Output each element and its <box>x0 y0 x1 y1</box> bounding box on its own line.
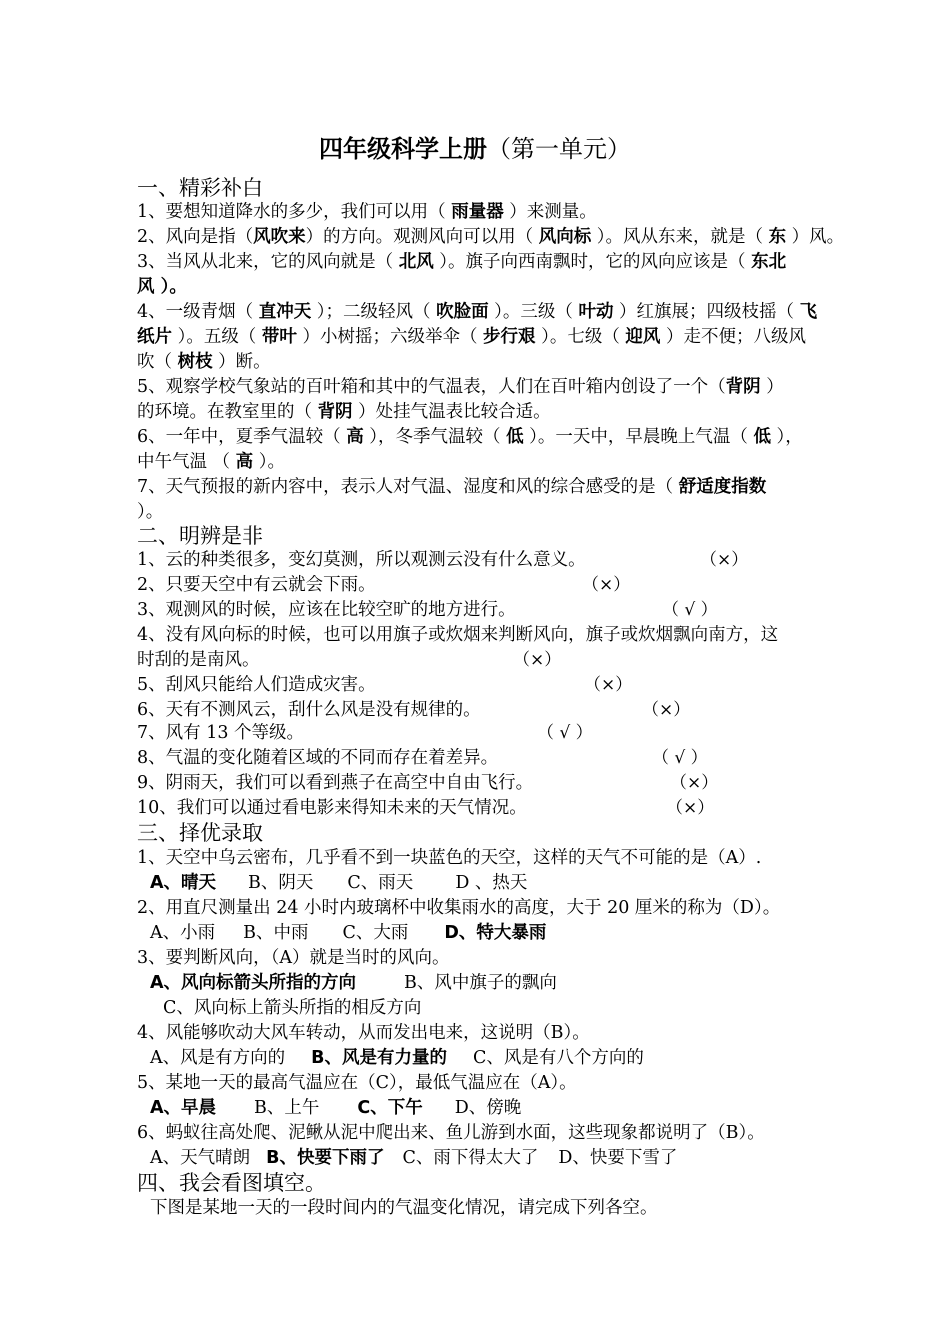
answer: 吹脸面 <box>436 302 489 322</box>
option: B、上午 <box>254 1098 320 1118</box>
page-title <box>0 133 950 165</box>
option-correct: C、下午 <box>357 1098 423 1118</box>
section-1-heading: 一、精彩补白 <box>137 176 263 200</box>
tf-mark-7: （ √ ） <box>537 723 593 743</box>
option: A、风是有方向的 <box>150 1048 286 1068</box>
mc-question-5: 5、某地一天的最高气温应在（C），最低气温应在（A）。 <box>137 1073 577 1093</box>
mc-question-6: 6、蚂蚁往高处爬、泥鳅从泥中爬出来、鱼儿游到水面，这些现象都说明了（B）。 <box>137 1123 765 1143</box>
answer: 飞 <box>799 302 818 322</box>
mc-options-6 <box>150 1146 677 1171</box>
tf-mark-4: （×） <box>513 650 562 670</box>
s1-question-4-line-3: 吹（ 树枝 ）断。 <box>137 352 271 372</box>
option: D 、热天 <box>455 873 528 893</box>
tf-mark-10: （×） <box>666 798 715 818</box>
tf-item-10: 10、我们可以通过看电影来得知未来的天气情况。 <box>137 798 527 818</box>
answer: 纸片 <box>137 327 172 347</box>
option: A、小雨 <box>150 923 216 943</box>
s1-question-3-line-1: 3、当风从北来，它的风向就是（ 北风 ）。旗子向西南飘时，它的风向应该是（ 东北 <box>137 252 787 272</box>
option-correct: A、风向标箭头所指的方向 <box>150 973 357 993</box>
option: C、大雨 <box>342 923 409 943</box>
s1-question-1: 1、要想知道降水的多少，我们可以用（ 雨量器 ）来测量。 <box>137 202 597 222</box>
option: C、雨下得太大了 <box>402 1148 539 1168</box>
option: C、风是有八个方向的 <box>472 1048 644 1068</box>
answer: 迎风 <box>625 327 661 347</box>
tf-item-8: 8、气温的变化随着区域的不同而存在着差异。 <box>137 748 499 768</box>
tf-mark-5: （×） <box>584 675 633 695</box>
tf-item-2: 2、只要天空中有云就会下雨。 <box>137 575 376 595</box>
tf-item-4-line-1: 4、没有风向标的时候，也可以用旗子或炊烟来判断风向，旗子或炊烟飘向南方，这 <box>137 625 779 645</box>
s1-question-7-line-1: 7、天气预报的新内容中，表示人对气温、湿度和风的综合感受的是（ 舒适度指数 <box>137 477 767 497</box>
mc-question-3: 3、要判断风向，（A）就是当时的风向。 <box>137 948 450 968</box>
answer: 风向标 <box>538 227 592 247</box>
answer: 舒适度指数 <box>678 477 767 497</box>
mc-options-3-line-1 <box>150 971 557 996</box>
answer: 低 <box>753 427 771 447</box>
mc-options-2 <box>150 921 546 946</box>
tf-item-4-line-2: 时刮的是南风。 <box>137 650 260 670</box>
answer: 步行艰 <box>483 327 536 347</box>
s1-question-6-line-2: 中午气温 （ 高 ）。 <box>137 452 285 472</box>
option: B、阴天 <box>248 873 314 893</box>
mc-question-4: 4、风能够吹动大风车转动，从而发出电来，这说明（B）。 <box>137 1023 590 1043</box>
option: B、风中旗子的飘向 <box>404 973 557 993</box>
s1-question-5-line-2: 的环境。在教室里的（ 背阴 ）处挂气温表比较合适。 <box>137 402 551 422</box>
s1-question-5-line-1: 5、观察学校气象站的百叶箱和其中的气温表，人们在百叶箱内创设了一个（背阴 ） <box>137 377 784 397</box>
mc-options-5 <box>150 1096 521 1121</box>
answer: 背阴 <box>317 402 353 422</box>
s1-question-3-line-2: 风 ）。 <box>137 277 187 297</box>
answer: 叶动 <box>578 302 614 322</box>
section-4-heading: 四、我会看图填空。 <box>137 1171 326 1195</box>
mc-options-4 <box>150 1046 644 1071</box>
s1-question-4-line-2: 纸片 ）。五级（ 带叶 ）小树摇；六级举伞（ 步行艰 ）。七级（ 迎风 ）走不便；八级风 <box>137 327 806 347</box>
tf-item-7: 7、风有 13 个等级。 <box>137 723 305 743</box>
option: B、中雨 <box>243 923 309 943</box>
answer: 东 <box>768 227 787 247</box>
option: D、快要下雪了 <box>558 1148 678 1168</box>
answer: 东北 <box>751 252 787 272</box>
tf-item-9: 9、阴雨天，我们可以看到燕子在高空中自由飞行。 <box>137 773 534 793</box>
tf-mark-3: （ √ ） <box>662 600 718 620</box>
answer: 雨量器 <box>451 202 504 222</box>
title-sub: （第一单元） <box>487 135 631 163</box>
s1-question-7-line-2: ）。 <box>137 502 164 522</box>
answer: 风 <box>137 277 155 297</box>
option: C、雨天 <box>347 873 414 893</box>
s1-question-6-line-1: 6、一年中，夏季气温较（ 高 ），冬季气温较（ 低 ）。一天中，早晨晚上气温（ 低 ）， <box>137 427 803 447</box>
mc-options-3-line-2: C、风向标上箭头所指的相反方向 <box>163 998 422 1018</box>
tf-mark-9: （×） <box>670 773 719 793</box>
answer: 高 <box>235 452 254 472</box>
tf-mark-6: （×） <box>642 700 691 720</box>
tf-item-3: 3、观测风的时候，应该在比较空旷的地方进行。 <box>137 600 516 620</box>
option: A、天气晴朗 <box>150 1148 251 1168</box>
option-correct: D、特大暴雨 <box>444 923 547 943</box>
s1-question-2: 2、风向是指（风吹来）的方向。观测风向可以用（ 风向标 ）。风从东来，就是（ 东 ）风。 <box>137 227 845 247</box>
tf-mark-2: （×） <box>582 575 631 595</box>
tf-mark-1: （×） <box>700 550 749 570</box>
section-3-heading: 三、择优录取 <box>137 821 263 845</box>
tf-item-1: 1、云的种类很多，变幻莫测，所以观测云没有什么意义。 <box>137 550 586 570</box>
option: D、傍晚 <box>454 1098 522 1118</box>
answer: 风吹来 <box>253 227 306 247</box>
title-main: 四年级科学上册 <box>319 134 487 163</box>
option-correct: A、早晨 <box>150 1098 217 1118</box>
answer: 树枝 <box>177 352 213 372</box>
option-correct: B、风是有力量的 <box>311 1048 447 1068</box>
section-2-heading: 二、明辨是非 <box>137 524 263 548</box>
tf-item-5: 5、刮风只能给人们造成灾害。 <box>137 675 376 695</box>
answer: 低 <box>506 427 524 447</box>
option-correct: A、晴天 <box>150 873 217 893</box>
answer: 直冲天 <box>258 302 312 322</box>
s1-question-4-line-1: 4、一级青烟（ 直冲天 ）；二级轻风（ 吹脸面 ）。三级（ 叶动 ）红旗展；四级枝摇（ 飞 <box>137 302 818 322</box>
mc-options-1 <box>150 871 527 896</box>
answer: 背阴 <box>725 377 761 397</box>
mc-question-1: 1、天空中乌云密布，几乎看不到一块蓝色的天空，这样的天气不可能的是（A）. <box>137 848 762 868</box>
tf-mark-8: （ √ ） <box>652 748 708 768</box>
answer: 北风 <box>398 252 434 272</box>
answer: 带叶 <box>261 327 297 347</box>
section-4-intro: 下图是某地一天的一段时间内的气温变化情况，请完成下列各空。 <box>150 1198 658 1218</box>
tf-item-6: 6、天有不测风云，刮什么风是没有规律的。 <box>137 700 481 720</box>
answer: 高 <box>346 427 364 447</box>
option-correct: B、快要下雨了 <box>266 1148 385 1168</box>
mc-question-2: 2、用直尺测量出 24 小时内玻璃杯中收集雨水的高度，大于 20 厘米的称为（D）。 <box>137 898 781 918</box>
